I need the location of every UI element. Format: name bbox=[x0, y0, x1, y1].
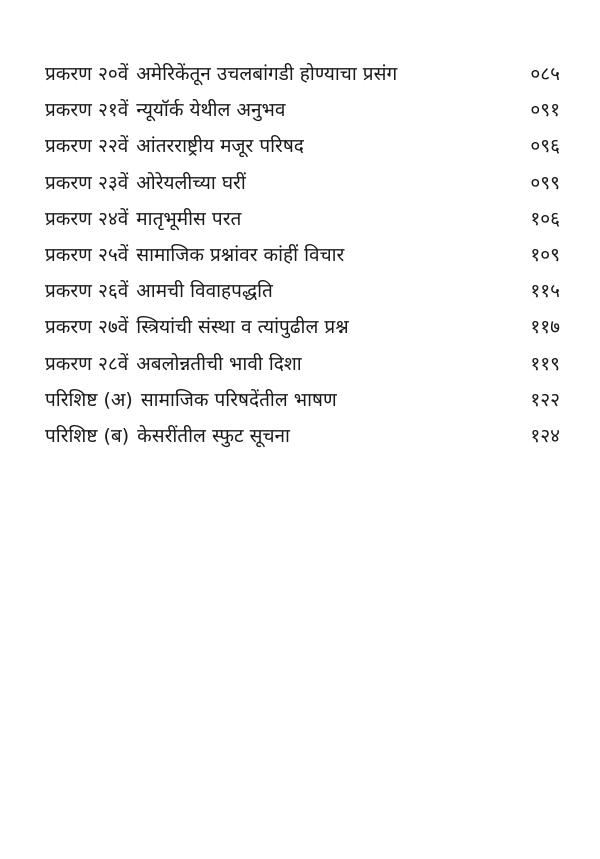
toc-entry-heading bbox=[45, 349, 302, 379]
toc-entry-label: प्रकरण २७वें bbox=[45, 316, 129, 339]
toc-entry-page: ११९ bbox=[530, 352, 560, 375]
toc-entry-label: प्रकरण २८वें bbox=[45, 352, 129, 375]
toc-entry bbox=[45, 168, 560, 204]
toc-entry-page: ०९९ bbox=[530, 171, 560, 194]
toc-entry-heading bbox=[45, 131, 304, 161]
toc-entry-title: मातृभूमीस परत bbox=[136, 207, 242, 230]
toc-entry-label: प्रकरण २१वें bbox=[45, 99, 129, 122]
toc-entry-heading bbox=[45, 240, 344, 270]
toc-entry-page: १०९ bbox=[530, 243, 560, 266]
toc-entry bbox=[45, 312, 560, 348]
toc-entry bbox=[45, 240, 560, 276]
toc-entry-label: प्रकरण २२वें bbox=[45, 135, 129, 158]
toc-entry-title: केसरींतील स्फुट सूचना bbox=[137, 424, 290, 447]
toc-entry-title: स्त्रियांची संस्था व त्यांपुढील प्रश्न bbox=[136, 316, 349, 339]
toc-entry-label: प्रकरण २४वें bbox=[45, 207, 129, 230]
toc-entry-title: आंतरराष्ट्रीय मजूर परिषद bbox=[136, 135, 304, 158]
toc-entry bbox=[45, 59, 560, 95]
toc-entry-label: प्रकरण २०वें bbox=[45, 63, 129, 85]
toc-entry-page: ११७ bbox=[530, 316, 560, 339]
toc-entry bbox=[45, 204, 560, 240]
toc-entry bbox=[45, 421, 560, 457]
toc-entry-heading bbox=[45, 168, 246, 198]
toc-entry-heading bbox=[45, 312, 349, 342]
toc-entry-title: अमेरिकेंतून उचलबांगडी होण्याचा प्रसंग bbox=[136, 63, 398, 85]
toc-entry-heading bbox=[45, 276, 273, 306]
table-of-contents bbox=[45, 59, 560, 457]
toc-entry-title: आमची विवाहपद्धति bbox=[136, 280, 273, 303]
toc-entry-label: प्रकरण २३वें bbox=[45, 171, 129, 194]
toc-entry bbox=[45, 131, 560, 167]
toc-entry-page: १२४ bbox=[530, 424, 560, 447]
toc-entry-heading bbox=[45, 95, 285, 125]
toc-entry-label: प्रकरण २५वें bbox=[45, 243, 129, 266]
toc-entry-label: परिशिष्ट (अ) bbox=[45, 388, 133, 411]
toc-entry-page: ०९१ bbox=[530, 99, 560, 122]
toc-entry bbox=[45, 95, 560, 131]
toc-entry-page: ०८५ bbox=[530, 63, 560, 85]
toc-entry-page: ११५ bbox=[530, 280, 560, 303]
toc-entry-label: परिशिष्ट (ब) bbox=[45, 424, 130, 447]
toc-entry-page: १२२ bbox=[530, 388, 560, 411]
toc-entry-page: १०६ bbox=[530, 207, 560, 230]
toc-entry-title: ओरेयलीच्या घरीं bbox=[136, 171, 246, 194]
toc-entry-heading bbox=[45, 59, 397, 89]
toc-entry-title: सामाजिक परिषदेंतील भाषण bbox=[140, 388, 337, 411]
toc-entry-title: सामाजिक प्रश्नांवर कांहीं विचार bbox=[136, 243, 345, 266]
toc-entry-heading bbox=[45, 421, 290, 451]
toc-entry bbox=[45, 385, 560, 421]
toc-entry-title: न्यूयॉर्क येथील अनुभव bbox=[136, 99, 286, 122]
toc-entry bbox=[45, 349, 560, 385]
toc-entry bbox=[45, 276, 560, 312]
toc-entry-heading bbox=[45, 385, 337, 415]
toc-entry-label: प्रकरण २६वें bbox=[45, 280, 129, 303]
toc-entry-heading bbox=[45, 204, 241, 234]
toc-entry-page: ०९६ bbox=[530, 135, 560, 158]
toc-entry-title: अबलोन्नतीची भावी दिशा bbox=[136, 352, 302, 375]
